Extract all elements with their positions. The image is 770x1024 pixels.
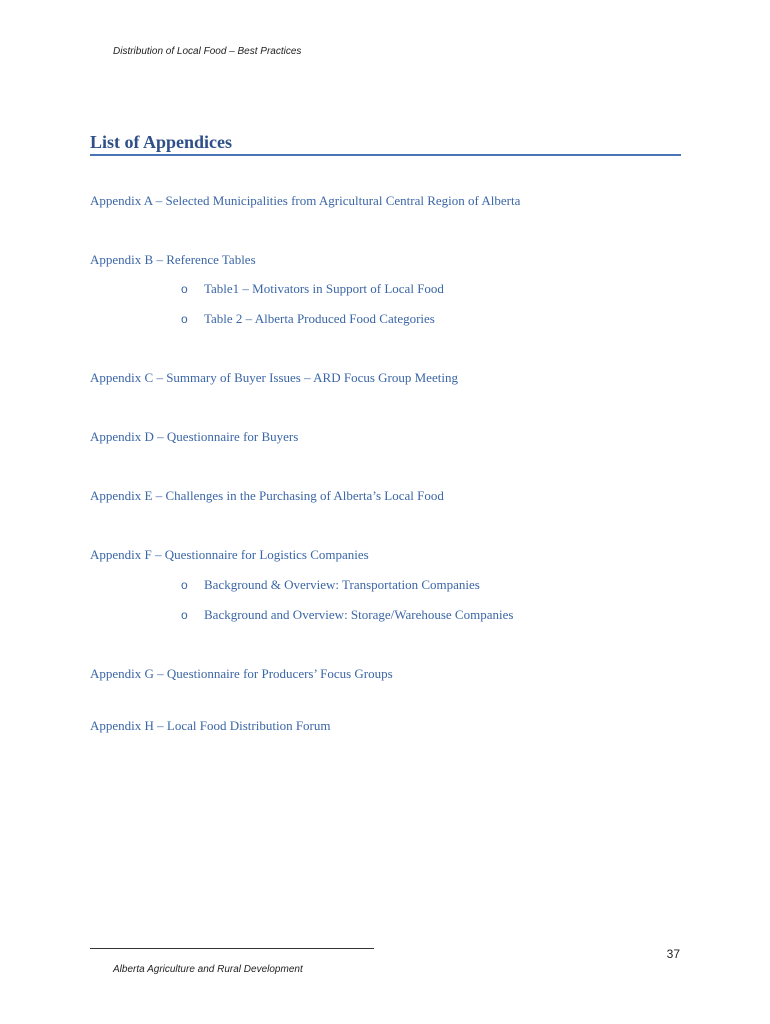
appendix-d-entry: Appendix D – Questionnaire for Buyers (90, 429, 299, 444)
appendix-a-entry: Appendix A – Selected Municipalities from Agricultural Central Region of Alberta (90, 193, 521, 208)
appendix-g-entry: Appendix G – Questionnaire for Producers’ Focus Groups (90, 666, 393, 681)
bullet-icon: o (181, 312, 188, 326)
bullet-icon: o (181, 282, 188, 296)
subitem-label: Table 2 – Alberta Produced Food Categories (204, 311, 435, 326)
bullet-icon: o (181, 578, 188, 592)
running-footer: Alberta Agriculture and Rural Development (113, 964, 303, 975)
subitem-label: Background and Overview: Storage/Warehouse Companies (204, 607, 514, 622)
page-number: 37 (666, 947, 680, 961)
appendix-f-entry: Appendix F – Questionnaire for Logistics Companies (90, 547, 369, 562)
title-underline (90, 154, 681, 156)
appendix-f-subitem (181, 577, 480, 593)
appendix-b-entry: Appendix B – Reference Tables (90, 252, 256, 267)
appendix-c-entry: Appendix C – Summary of Buyer Issues – ARD Focus Group Meeting (90, 370, 458, 385)
appendix-b-subitem (181, 281, 444, 297)
running-header: Distribution of Local Food – Best Practices (113, 46, 302, 57)
subitem-label: Background & Overview: Transportation Companies (204, 577, 480, 592)
page-title: List of Appendices (90, 132, 233, 152)
bullet-icon: o (181, 608, 188, 622)
appendix-e-entry: Appendix E – Challenges in the Purchasing of Alberta’s Local Food (90, 488, 444, 503)
appendix-f-subitem (181, 607, 513, 623)
appendix-h-entry: Appendix H – Local Food Distribution Forum (90, 718, 331, 733)
footer-rule (90, 948, 374, 949)
subitem-label: Table1 – Motivators in Support of Local Food (204, 281, 444, 296)
appendix-b-subitem (181, 311, 435, 327)
